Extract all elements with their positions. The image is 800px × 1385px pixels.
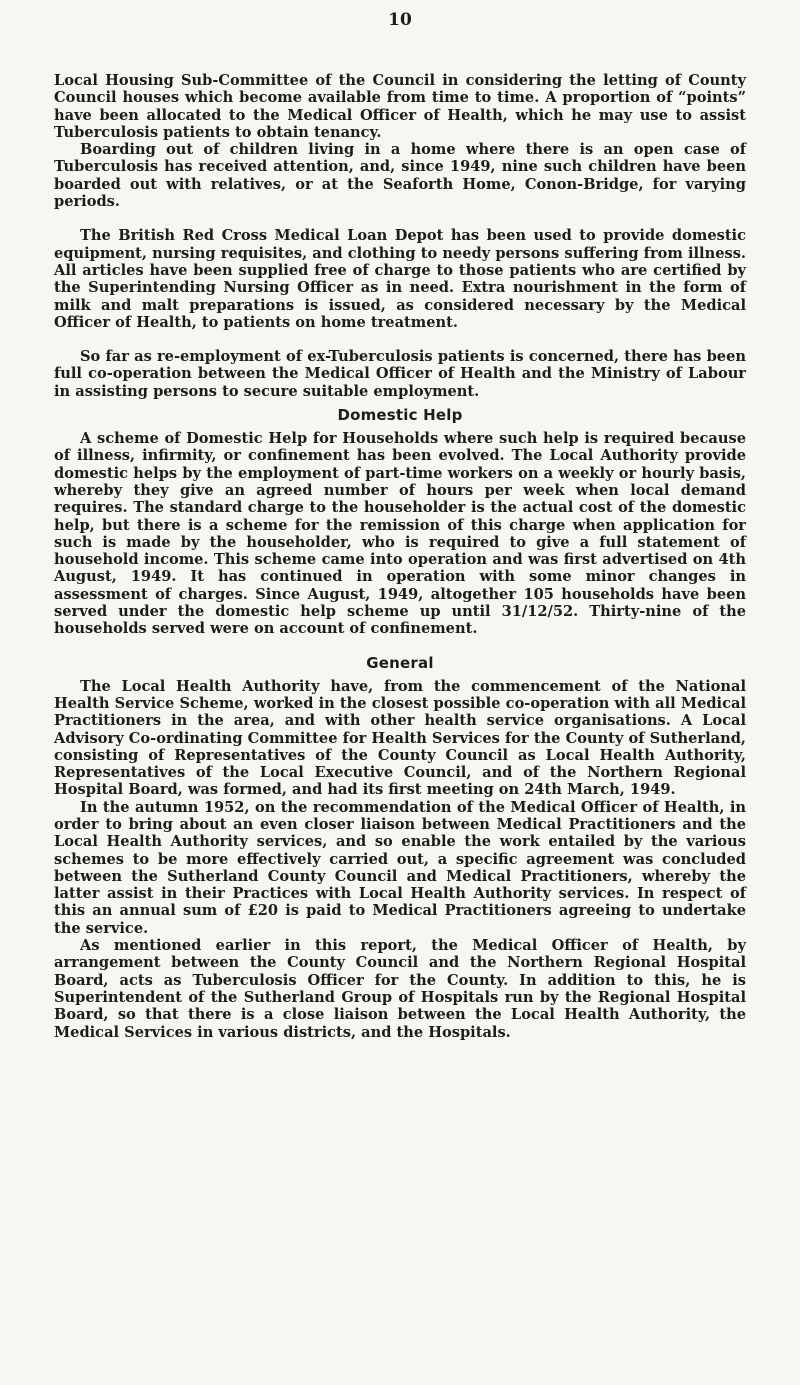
general-paragraph-1: The Local Health Authority have, from the commencement of the National Health Service Scheme, worked in the closest possible co-operation with all Medical Practitioners in the area, and with other health service organisations. A Local Advisory Co-ordinating Committee for Health Services for the County of Sutherland, consisting of Representatives of the County Council as Local Health Authority, Representatives of the Local Executive Council, and of the Northern Regional Hospital Board, was formed, and had its first meeting on 24th March, 1949. [54,677,746,799]
general-heading: General [366,653,434,672]
general-paragraph-2: In the autumn 1952, on the recommendation of the Medical Officer of Health, in order to bring about an even closer liaison between Medical Practitioners and the Local Health Authority services, and so enable the work entailed by the various schemes to be more effectively carried out, a specific agreement was concluded between the Sutherland County Council and Medical Practitioners, whereby the latter assist in their Practices with Local Health Authority services. In respect of this an annual sum of £20 is paid to Medical Practitioners agreeing to undertake the service. [54,798,746,937]
intro-paragraph-3: The British Red Cross Medical Loan Depot has been used to provide domestic equipment, nursing requisites, and clothing to needy persons suffering from illness. All articles have been supplied free of charge to those patients who are certified by the Superintending Nursing Officer as in need. Extra nourishment in the form of milk and malt preparations is issued, as considered necessary by the Medical Officer of Health, to patients on home treatment. [54,227,746,331]
page-number: 10 [388,10,412,30]
general-paragraph-3: As mentioned earlier in this report, the Medical Officer of Health, by arrangement between the County Council and the Northern Regional Hospital Board, acts as Tuberculosis Officer for the County. In addition to this, he is Superintendent of the Sutherland Group of Hospitals run by the Regional Hospital Board, so that there is a close liaison between the Local Health Authority, the Medical Services in various districts, and the Hospitals. [54,937,746,1041]
intro-paragraph-1: Local Housing Sub-Committee of the Council in considering the letting of County Council houses which become available from time to time. A proportion of “points” have been allocated to the Medical Officer of Health, which he may use to assist Tuberculosis patients to obtain tenancy. [54,72,746,141]
domestic-help-paragraph: A scheme of Domestic Help for Households where such help is required because of illness, infirmity, or confinement has been evolved. The Local Authority provide domestic helps by the employment of part-time workers on a weekly or hourly basis, whereby they give an agreed number of hours per week when local demand requires. The standard charge to the householder is the actual cost of the domestic help, but there is a scheme for the remission of this charge when application for such is made by the householder, who is required to give a full statement of household income. This scheme came into operation and was first advertised on 4th August, 1949. It has continued in operation with some minor changes in assessment of charges. Since August, 1949, altogether 105 households have been served under the domestic help scheme up until 31/12/52. Thirty-nine of the households served were on account of confinement. [54,430,746,638]
domestic-help-heading: Domestic Help [337,406,463,425]
intro-paragraph-4: So far as re-employment of ex-Tuberculosis patients is concerned, there has been full co-operation between the Medical Officer of Health and the Ministry of Labour in assisting persons to secure suitable employment. [54,348,746,400]
intro-paragraph-2: Boarding out of children living in a home where there is an open case of Tuberculosis has received attention, and, since 1949, nine such children have been boarded out with relatives, or at the Seaforth Home, Conon-Bridge, for varying periods. [54,141,746,211]
